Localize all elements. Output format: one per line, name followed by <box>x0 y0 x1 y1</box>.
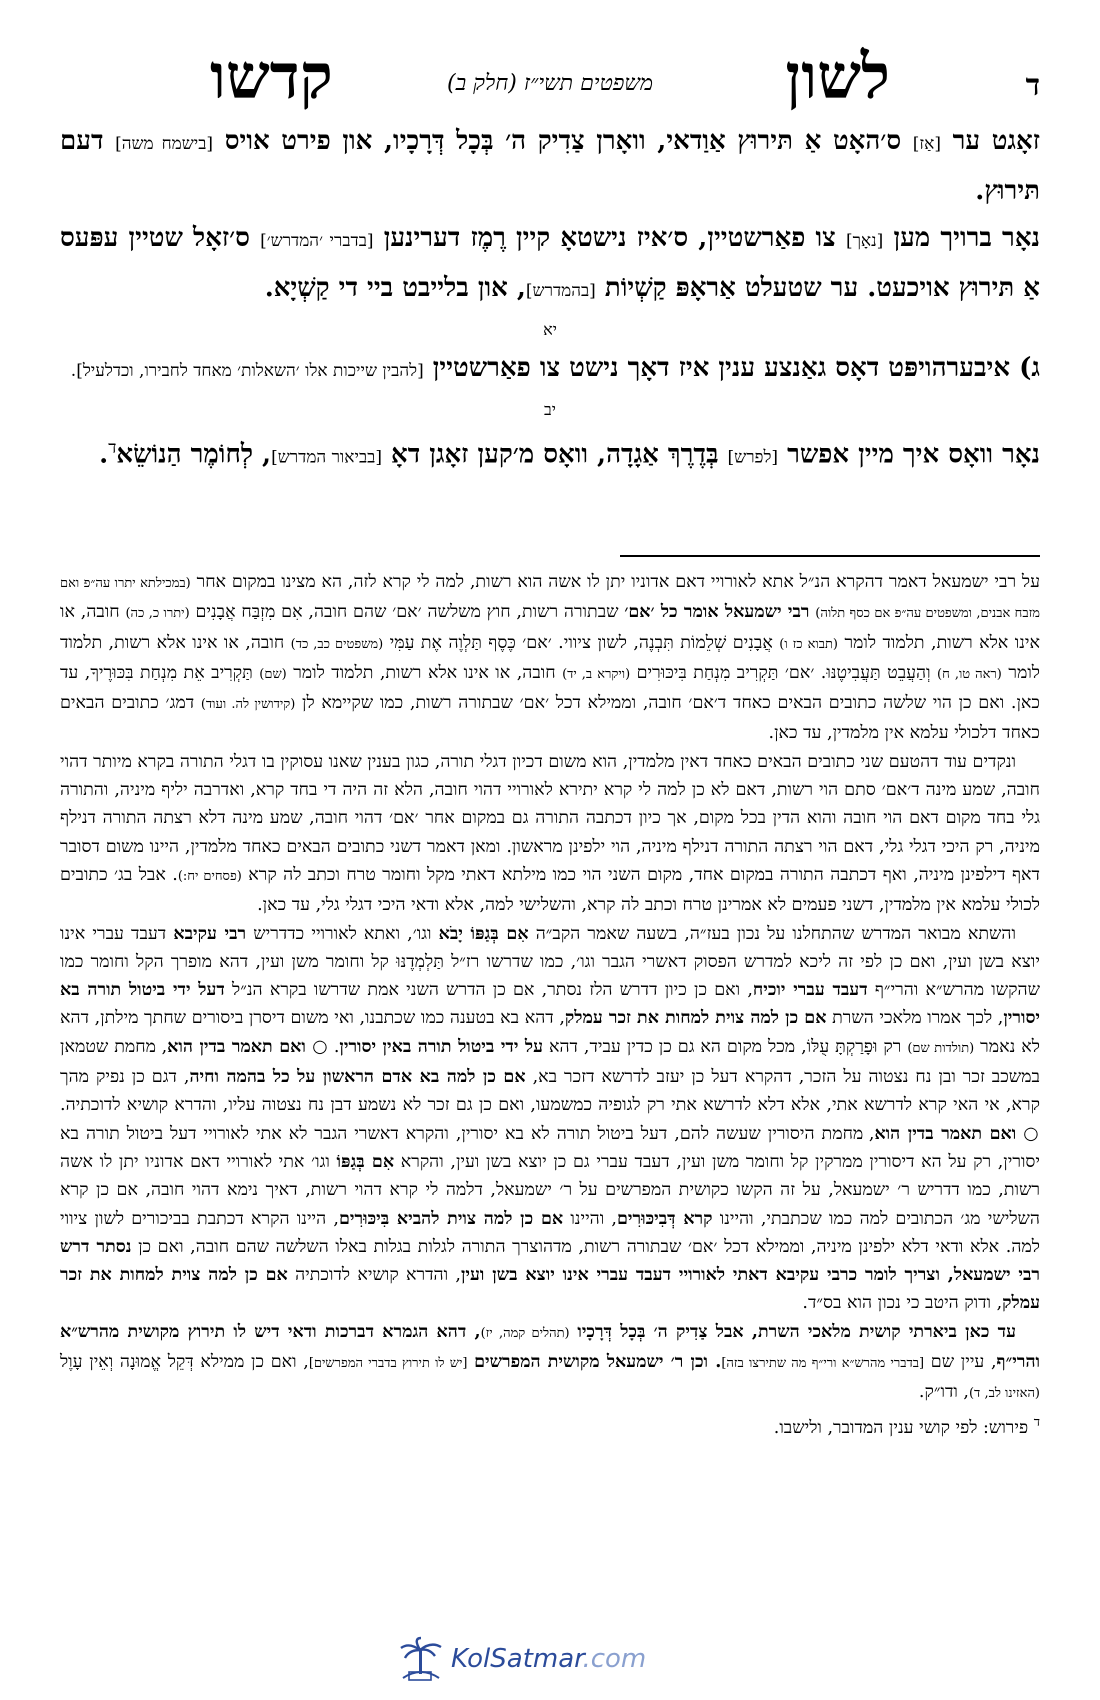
page-header <box>40 40 1060 120</box>
running-subtitle: משפטים תשי״ז (חלק ב) <box>446 71 653 96</box>
commentary-paragraph-4: עד כאן ביארתי קושית מלאכי השרת, אבל צַדִיק ה׳ בְּכָל דְּרָכָיו (תהלים קמה, יז), דהא הגמרא דברכות ודאי דיש לו תירוץ מקושית מהרש״א והרי״ף, עיין שם [בדברי מהרש״א ורי״ף מה שתירצו בזה]. וכן ר׳ ישמעאל מקושית המפרשים [יש לו תירוץ בדברי המפרשים], ואם כן ממילא דְּקֵל אֱמוּנָה וְאֵין עָוֶל (האזינו לב, ד), ודו״ק. <box>60 1321 1040 1403</box>
running-title-right: לשון <box>785 40 890 113</box>
watermark-suffix: .com <box>582 1644 647 1674</box>
footnote-divider <box>620 555 1040 557</box>
main-paragraph-3: ג) איבערהויפּט דאָס גאַנצע ענין איז דאָך נישט צו פאַרשטיין [להבין שייכות אלו ׳השאלות׳ מאחד לחבירו, וכדלעיל]. <box>70 353 1040 383</box>
commentary-paragraph-2: ונקדים עוד דהטעם שני כתובים הבאים כאחד דאין מלמדין, הוא משום דכיון דגלי תורה, כגון בענין שאנו עסוקין בו דגלי התורה בקרא מיותר דהוי חובה, שמע מינה ד׳אם׳ סתם הוי רשות, דאם לא כן למה לי קרא יתירא לאורויי דהוי חובה, הלא זה היה די בחד קרא, ואדרבה יליף מיניה, והתורה גלי בחד מקום דאם הוי חובה והוא הדין בכל מקום, אך כיון דכתבה התורה גם במקום אחר ׳אם׳ דהוי חובה, שמע מינה דלא רצתה התורה דנילף מיניה, רק היכי דגלי גלי, דאם הוי רצתה התורה דנילף מיניה, הוי ילפינן מראשון. ומאן דאמר דשני כתובים הבאים כאחד מלמדין, היינו משום דסובר דאף דילפינן מיניה, ואף דכתבה התורה במקום אחד, מקום השני הוי כמו מילתא דאתי מקל וחומר טרח וכתב לה קרא (פסחים יח:). אבל בג׳ כתובים לכולי עלמא אין מלמדין, דשני פעמים לא אמרינן טרח וכתב לה קרא, והשלישי למה, אלא ודאי היכי דגלי גלי, עד כאן. <box>60 751 1040 916</box>
main-paragraph-2: נאָר ברויך מען [נאָך] צו פאַרשטיין, ס׳איז נישטאָ קיין רֶמֶז דערינען [בדברי ׳המדרש׳] ס׳זאָל שטיין עפּעס אַ תּירוּץ אויכעט. ער שטעלט אַראָפּ קַשְׁיוֹת [בהמדרש], און בלייבט ביי די קַשְׁיָא. <box>60 223 1040 303</box>
watermark-brand: KolSatmar <box>451 1644 583 1674</box>
commentary-text <box>60 568 1040 1442</box>
commentary-paragraph-1: על רבי ישמעאל דאמר דהקרא הנ״ל אתא לאורויי דאם אדוניו יתן לו אשה הוא רשות, למה לי קרא לזה, הא מצינו במקום אחר (במכילתא יתרו עה״פ ואם מזבח אבנים, ומשפטים עה״פ אם כסף תלוה) רבי ישמעאל אומר כל ׳אם׳ שבתורה רשות, חוץ משלשה ׳אם׳ שהם חובה, אִם מִזְבַּח אֲבָנִים (יתרו כ, כה) חובה, או אינו אלא רשות, תלמוד לומר (תבוא כז ו) אֲבָנִים שְׁלֵמוֹת תִּבְנֶה, לשון ציווי. ׳אם׳ כֶּסֶף תַּלְוֶה אֶת עַמִּי (משפטים כב, כד) חובה, או אינו אלא רשות, תלמוד לומר (ראה טו, ח) וְהַעֲבֵט תַּעֲבִיטֶנּוּ. ׳אם׳ תַּקְרִיב מִנְחַת בִּיכּוּרִים (ויקרא ב, יד) חובה, או אינו אלא רשות, תלמוד לומר (שם) תַּקְרִיב אֵת מִנְחַת בִּכּוּרֶיךָ, עד כאן. ואם כן הוי שלשה כתובים הבאים כאחד ד׳אם׳ חובה, וממילא דכל ׳אם׳ שבתורה רשות, כמו שקיימא לן (קידושין לה. ועוד) דמג׳ כתובים הבאים כאחד דלכולי עלמא אין מלמדין, עד כאן. <box>60 572 1040 744</box>
section-marker-12: יב <box>544 400 556 419</box>
main-paragraph-1: זאָגט ער [אַז] ס׳האָט אַ תּירוּץ אַוַדאי, וואָרן צַדִיק ה׳ בְּכָל דְּרָכָיו, און פירט אויס [בישמח משה] דעם תּירוּץ. <box>60 126 1040 206</box>
kolsatmar-watermark[interactable] <box>395 1636 655 1684</box>
palm-tree-logo-icon <box>395 1636 447 1684</box>
page-number: ד <box>1025 68 1040 103</box>
commentary-paragraph-3: והשתא מבואר המדרש שהתחלנו על נכון בעז״ה, בשעה שאמר הקב״ה אִם בְּגַפּוֹ יָבֹא וגו׳, ואתא לאורויי כדדריש רבי עקיבא דעבד עברי אינו יוצא בשן ועין, ואם כן לפי זה ליכא למדרש הפסוק דאשרי הגבר וגו׳, כמו שדרשו רז״ל תַּלְמְדֶנּוּ קל וחומר משן ועין, דהא מופרך הקל וחומר כמו שהקשו מהרש״א והרי״ף דעבד עברי יוכיח, ואם כן כיון דדרש הלז נסתר, אם כן הדרש השני אמת שדרשו בקרא הנ״ל דעל ידי ביטול תורה בא יסורין, לכך אמרו מלאכי השרת אם כן למה צוית למחות את זכר עמלק, דהא בא בטענה כמו שכתבנו, ואי משום דיסרן ביסורים שחתך מילתן, דהא לא נאמר (תולדות שם) רק וּפָרַקְתָּ עֻלּוֹ, מכל מקום הא גם כן כדין עביד, דהא על ידי ביטול תורה באין יסורין. ○ ואם תאמר בדין הוא, מחמת שטמאן במשכב זכר ובן נח נצטוה על הזכר, דהקרא דעל כן יעזב לדרשא דזכר בא, אם כן למה בא אדם הראשון על כל בהמה וחיה, דגם כן נפיק מהך קרא, אי האי קרא לדרשא אתי, אלא דלא לדרשא אתי רק לגופיה כמשמעו, ואם כן גם זכר לא נשמע דבן נח נצטוה עליו, והדרא קושיא לדוכתיה. ○ ואם תאמר בדין הוא, מחמת היסורין שעשה להם, דעל ביטול תורה לא בא יסורין, והקרא דאשרי הגבר לא אתי לאורויי דעל ביטול תורה בא יסורין, רק על הא דיסורין ממרקין קל וחומר משן ועין, דעבד עברי גם כן יוצא בשן ועין, והקרא אִם בְּגַפּוֹ וגו׳ אתי לאורויי דאם אדוניו יתן לו אשה רשות, כמו דדריש ר׳ ישמעאל, על זה הקשו כקושית המפרשים על ר׳ ישמעאל, דלמה לי קרא דהוי רשות, דאיך נימא דהוי חובה, אם כן קרא השלישי מג׳ הכתובים למה כמו שכתבתי, והיינו קרא דְּבִיכּוּרִים, והיינו אם כן למה צוית להביא בִּיכּוּרִים, היינו הקרא דכתבת בביכורים לשון ציווי למה. אלא ודאי דלא ילפינן מיניה, וממילא דכל ׳אם׳ שבתורה רשות, מדהוצרך התורה לגלות בגלות באלו השלשה שהם חובה, ואם כן נסתר דרש רבי ישמעאל, וצריך לומר כרבי עקיבא דאתי לאורויי דעבד עברי אינו יוצא בשן ועין, והדרא קושיא לדוכתיה אם כן למה צוית למחות את זכר עמלק, ודוק היטב כי נכון הוא בס״ד. <box>60 923 1041 1314</box>
running-title-left: קדשו <box>210 40 333 113</box>
main-paragraph-4: נאָר וואָס איך מיין אפשר [לפרש] בְּדֶרֶךְ אַגָדָה, וואָס מ׳קען זאָגן דאָ [בביאור המדרש], לְחוֹמֶר הַנוֹשֵׂא$^ד$. <box>99 438 1040 470</box>
footnote-mark: ד <box>1033 1414 1040 1430</box>
main-text <box>60 118 1040 482</box>
section-marker-11: יא <box>543 320 557 339</box>
footnote-reference[interactable]: ד <box>108 438 117 458</box>
footnote: $^ד$ פירוש: לפי קושי ענין המדובר, ולישבו. <box>773 1414 1040 1438</box>
